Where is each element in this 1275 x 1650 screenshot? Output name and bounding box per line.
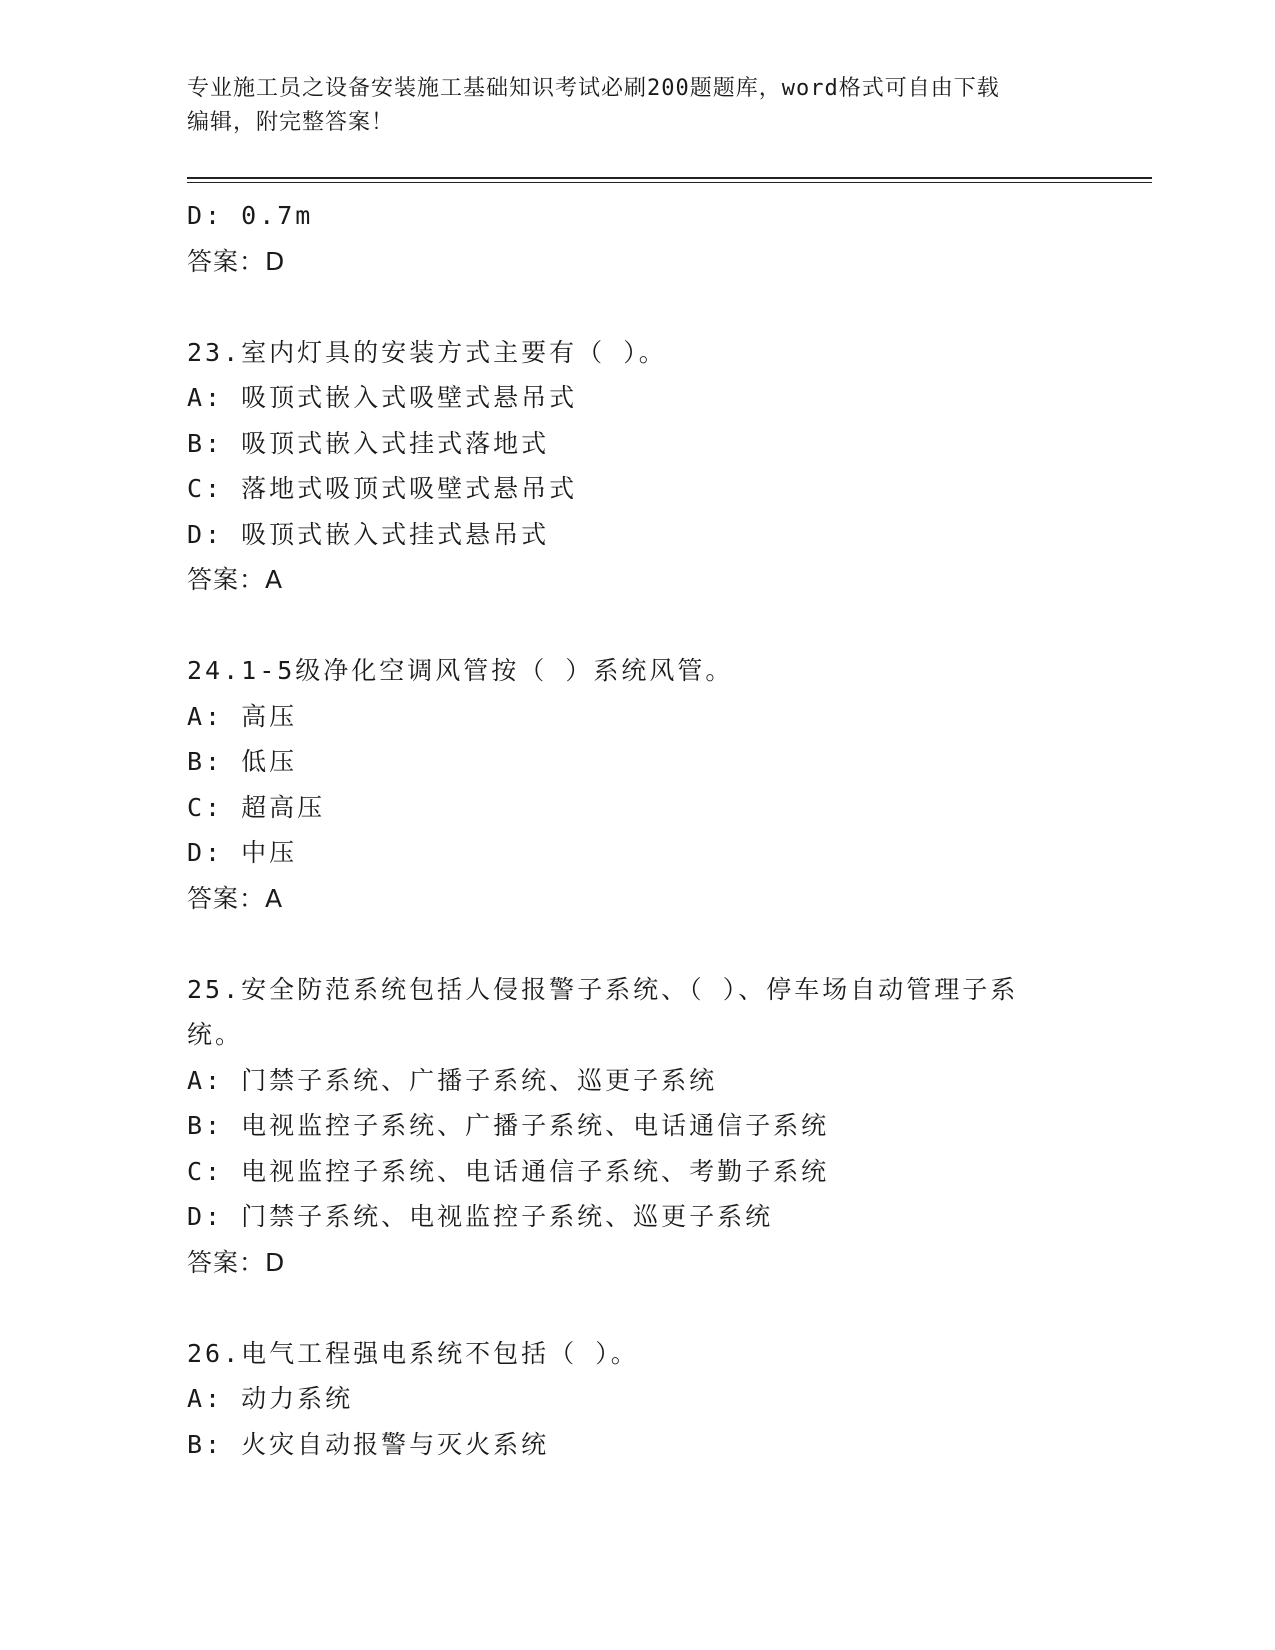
question-text-line-2: 统。 bbox=[187, 1020, 244, 1049]
question-text-line-1: 25.安全防范系统包括人侵报警子系统、（ ）、停车场自动管理子系 bbox=[187, 974, 1019, 1004]
option-d: D: 中压 bbox=[187, 838, 298, 867]
option-d: D: 门禁子系统、电视监控子系统、巡更子系统 bbox=[187, 1202, 774, 1231]
option-b: B: 低压 bbox=[187, 747, 298, 776]
option-c: C: 超高压 bbox=[187, 792, 326, 822]
option-a: A: 高压 bbox=[187, 701, 298, 731]
option-c: C: 电视监控子系统、电话通信子系统、考勤子系统 bbox=[187, 1156, 830, 1186]
question-text: 23.室内灯具的安装方式主要有（ ）。 bbox=[187, 337, 667, 367]
answer-line: 答案：A bbox=[187, 883, 284, 913]
answer-line: 答案：D bbox=[187, 1247, 286, 1277]
answer-line: 答案：A bbox=[187, 565, 284, 594]
document-header bbox=[187, 72, 1067, 140]
question-text: 24.1-5级净化空调风管按（ ）系统风管。 bbox=[187, 656, 734, 685]
question-24 bbox=[187, 648, 1067, 921]
question-23 bbox=[187, 330, 1067, 603]
option-d: D: 吸顶式嵌入式挂式悬吊式 bbox=[187, 519, 550, 549]
question-25 bbox=[187, 967, 1067, 1286]
option-b: B: 吸顶式嵌入式挂式落地式 bbox=[187, 428, 550, 458]
option-c: C: 落地式吸顶式吸壁式悬吊式 bbox=[187, 474, 578, 503]
option-b: B: 电视监控子系统、广播子系统、电话通信子系统 bbox=[187, 1111, 830, 1140]
option-a: A: 吸顶式嵌入式吸壁式悬吊式 bbox=[187, 383, 578, 412]
question-list bbox=[187, 193, 1067, 1467]
option-a: A: 动力系统 bbox=[187, 1384, 354, 1413]
previous-question-fragment bbox=[187, 193, 1067, 284]
option-d: D: 0.7m bbox=[187, 201, 314, 230]
question-26 bbox=[187, 1331, 1067, 1468]
header-rule-thick bbox=[187, 177, 1152, 179]
header-rule-thin bbox=[187, 182, 1152, 183]
answer-line: 答案：D bbox=[187, 246, 286, 276]
header-line-2: 编辑，附完整答案！ bbox=[187, 110, 395, 135]
question-text: 26.电气工程强电系统不包括（ ）。 bbox=[187, 1338, 639, 1368]
header-line-1: 专业施工员之设备安装施工基础知识考试必刷200题题库，word格式可自由下载 bbox=[187, 76, 1000, 101]
option-a: A: 门禁子系统、广播子系统、巡更子系统 bbox=[187, 1065, 718, 1095]
option-b: B: 火灾自动报警与灭火系统 bbox=[187, 1429, 550, 1459]
